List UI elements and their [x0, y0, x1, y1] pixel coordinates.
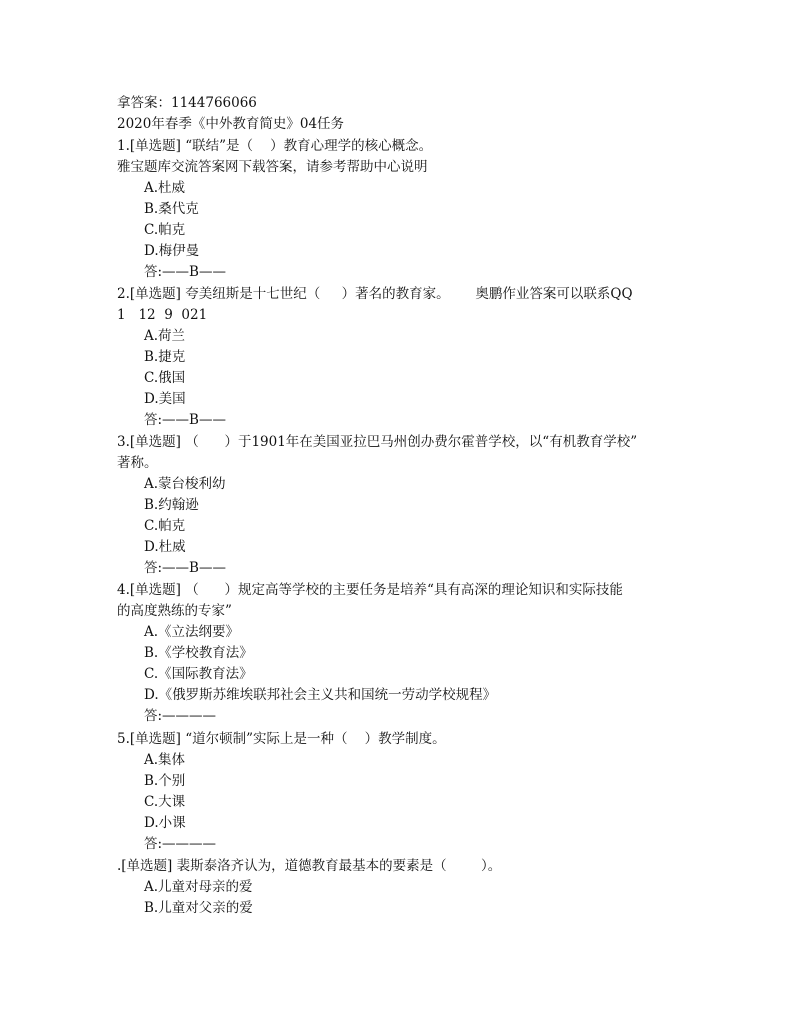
question-1-note: 雅宝题库交流答案网下载答案，请参考帮助中心说明	[117, 159, 428, 175]
question-5-option-d: D.小课	[144, 815, 186, 831]
question-4-stem-continued: 的高度熟练的专家”	[117, 603, 232, 619]
question-2-stem: 2.[单选题] 夸美纽斯是十七世纪（ ）著名的教育家。 奥鹏作业答案可以联系QQ	[117, 286, 633, 302]
question-4-answer: 答:————	[144, 708, 217, 724]
question-3-option-a: A.蒙台梭利幼	[144, 476, 226, 492]
question-1-option-b: B.桑代克	[144, 201, 199, 217]
question-4-option-d: D.《俄罗斯苏维埃联邦社会主义共和国统一劳动学校规程》	[144, 687, 497, 703]
question-4-option-c: C.《国际教育法》	[144, 666, 253, 682]
question-4-option-b: B.《学校教育法》	[144, 645, 253, 661]
question-3-stem-continued: 著称。	[117, 455, 158, 471]
question-3-stem: 3.[单选题] （ ）于1901年在美国亚拉巴马州创办费尔霍普学校，以“有机教育学校”	[117, 434, 638, 450]
question-2-option-c: C.俄国	[144, 370, 186, 386]
question-5-answer: 答:————	[144, 836, 217, 852]
question-4-stem: 4.[单选题] （ ）规定高等学校的主要任务是培养“具有高深的理论知识和实际技能	[117, 582, 623, 598]
question-3-option-b: B.约翰逊	[144, 497, 199, 513]
question-3-answer: 答:——B——	[144, 560, 226, 576]
question-1-answer: 答:——B——	[144, 264, 226, 280]
question-5-option-b: B.个别	[144, 773, 186, 789]
contact-line: 拿答案：1144766066	[117, 95, 257, 111]
question-2-option-d: D.美国	[144, 391, 186, 407]
question-2-note: 1 12 9 021	[117, 307, 208, 323]
question-1-option-c: C.帕克	[144, 222, 186, 238]
document-title: 2020年春季《中外教育简史》04任务	[117, 116, 345, 132]
question-6-stem: .[单选题] 裴斯泰洛齐认为，道德教育最基本的要素是（ ）。	[117, 858, 502, 874]
question-5-stem: 5.[单选题] “道尔顿制”实际上是一种（ ）教学制度。	[117, 731, 446, 747]
question-2-option-b: B.捷克	[144, 349, 186, 365]
question-4-option-a: A.《立法纲要》	[144, 624, 240, 640]
question-6-option-a: A.儿童对母亲的爱	[144, 879, 253, 895]
question-2-option-a: A.荷兰	[144, 328, 186, 344]
question-6-option-b: B.儿童对父亲的爱	[144, 900, 253, 916]
question-3-option-d: D.杜威	[144, 539, 186, 555]
question-5-option-c: C.大课	[144, 794, 186, 810]
question-5-option-a: A.集体	[144, 752, 186, 768]
question-2-answer: 答:——B——	[144, 412, 226, 428]
question-1-option-d: D.梅伊曼	[144, 243, 200, 259]
question-3-option-c: C.帕克	[144, 518, 186, 534]
question-1-stem: 1.[单选题] “联结”是（ ）教育心理学的核心概念。	[117, 138, 433, 154]
question-1-option-a: A.杜威	[144, 180, 186, 196]
